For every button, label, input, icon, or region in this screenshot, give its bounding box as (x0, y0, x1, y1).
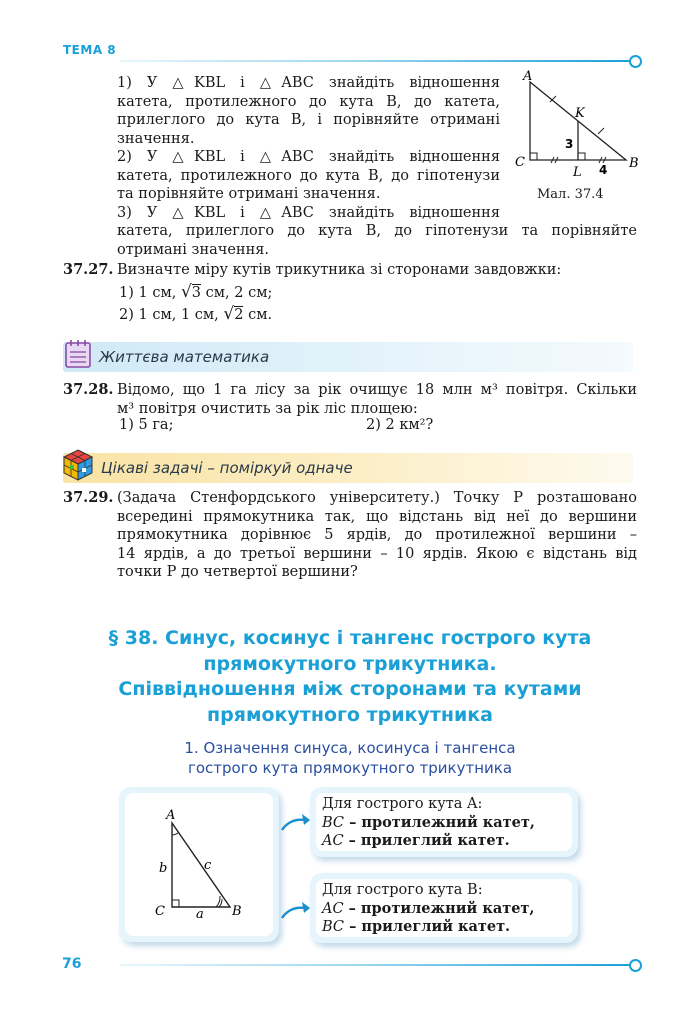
problem-number: 37.29. (63, 489, 114, 506)
side-name: AC (322, 900, 344, 917)
title-line: § 38. Синус, косинус і тангенс гострого кута (108, 627, 592, 649)
text-line: Відомо, що 1 га лісу за рік очищує 18 млн м³ повітря. Скільки (117, 382, 637, 398)
text-line: значення. (117, 130, 195, 147)
section-subtitle (60, 738, 640, 778)
problem-number: 37.27. (63, 261, 114, 278)
title-line: Співвідношення між сторонами та кутами (118, 678, 582, 700)
text-line: отримані значення. (117, 241, 270, 258)
topic-label: ТЕМА 8 (63, 43, 117, 57)
box-text: – протилежний катет, (344, 813, 535, 831)
arrow-icon (280, 898, 312, 922)
subtitle-line: гострого кута прямокутного трикутника (187, 759, 513, 777)
box-text: – прилеглий катет. (344, 918, 511, 935)
intro-block-wide (117, 222, 637, 259)
text-line: прямокутника дорівнює 5 ярдів, до протилежної вершини – (117, 527, 637, 543)
text-line: 14 ярдів, а до третьої вершини – 10 ярдів. Якою є відстань від (117, 545, 637, 562)
text-line: всередині прямокутника так, що відстань від неї до вершини (117, 508, 637, 525)
text-line: 1) У △KBL і △ABC знайдіть відношення (117, 75, 500, 91)
label-k: K (575, 106, 585, 121)
banner-fun-title: Цікаві задачі – поміркуй одначе (101, 459, 353, 477)
text-line: катета, прилеглого до кута B, до гіпотенузи та порівняйте (117, 223, 637, 239)
problem-text (117, 489, 637, 582)
vertex-a: A (166, 808, 176, 823)
text-line: 2) У △KBL і △ABC знайдіть відношення (117, 149, 500, 165)
page-number: 76 (62, 956, 82, 972)
info-box-a (310, 787, 578, 857)
option-2: 2) 2 км²? (366, 417, 434, 433)
text-line: катета, протилежного до кута B, до гіпотенузи (117, 167, 500, 184)
vertex-b: B (232, 904, 242, 919)
vertex-c: C (155, 904, 165, 919)
side-c: c (204, 858, 212, 873)
header-rule (120, 60, 632, 62)
text-line: прилеглого до кута B, і порівняйте отримані (117, 112, 500, 128)
text-line: катета, протилежного до кута B, до катета, (117, 93, 500, 110)
right-triangle-figure (150, 805, 260, 930)
text-line: 3) У △KBL і △ABC знайдіть відношення (117, 204, 500, 221)
option-1: 1) 5 га; (119, 417, 174, 433)
section-title (60, 626, 640, 728)
opt-text: см. (243, 307, 273, 323)
box-line: Для гострого кута B: (322, 882, 483, 898)
opt-text: см, 2 см; (201, 285, 273, 301)
text-line: (Задача Стенфордського університету.) Точку P розташовано (117, 490, 637, 506)
opt-text: 2) 1 см, 1 см, (119, 307, 224, 323)
box-line: Для гострого кута A: (322, 796, 483, 812)
label-3: 3 (565, 137, 574, 151)
subtitle-line: 1. Означення синуса, косинуса і тангенса (184, 739, 516, 757)
banner-life-title: Життєва математика (99, 348, 270, 366)
text-line: м³ повітря очистить за рік ліс площею: (117, 400, 418, 417)
text-line: точки P до четвертої вершини? (117, 564, 358, 580)
figure-caption: Мал. 37.4 (537, 187, 604, 202)
title-line: прямокутного трикутника. (203, 652, 497, 675)
side-b: b (159, 861, 168, 876)
option-2: 2) 1 см, 1 см, √2 см. (119, 304, 273, 324)
label-c: C (515, 155, 525, 170)
info-box-a-inner (316, 793, 572, 851)
side-name: BC (322, 814, 345, 831)
cube-icon (62, 448, 94, 482)
problem-text (117, 381, 637, 418)
box-text: – прилеглий катет. (343, 832, 510, 849)
title-line: прямокутного трикутника (207, 703, 493, 726)
box-text: – протилежний катет, (343, 899, 535, 917)
radicand: 3 (191, 285, 202, 301)
arrow-icon (280, 810, 312, 834)
figure-37-4 (508, 66, 648, 206)
box-line (322, 900, 572, 919)
side-a: a (196, 907, 204, 922)
box-line (322, 918, 572, 937)
side-name: BC (322, 919, 345, 935)
label-a: A (523, 69, 533, 84)
notepad-icon (64, 339, 92, 369)
label-l: L (573, 165, 582, 180)
info-box-b (310, 873, 578, 943)
label-4: 4 (599, 163, 608, 177)
problem-text: Визначте міру кутів трикутника зі сторонами завдовжки: (117, 262, 562, 278)
footer-rule (120, 964, 632, 966)
info-box-b-inner (316, 879, 572, 937)
radicand: 2 (234, 307, 244, 323)
option-1: 1) 1 см, √3 см, 2 см; (119, 282, 273, 302)
intro-block (117, 74, 500, 222)
footer-ring (629, 959, 642, 972)
text-line: та порівняйте отримані значення. (117, 186, 381, 202)
box-line (322, 814, 572, 833)
label-b: B (629, 156, 639, 171)
problem-number: 37.28. (63, 381, 114, 398)
side-name: AC (322, 833, 344, 849)
opt-text: 1) 1 см, (119, 285, 181, 301)
box-line (322, 832, 572, 851)
